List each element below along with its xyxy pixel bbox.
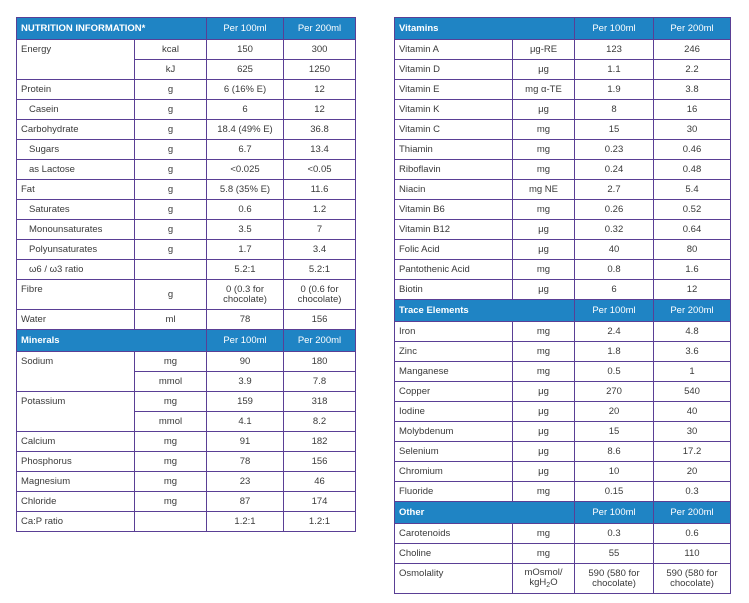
row-value-100ml: 5.8 (35% E): [207, 180, 284, 200]
nutrition-header-row: [17, 18, 356, 40]
row-value-100ml: 0.3: [575, 524, 654, 544]
row-value-100ml: 4.1: [207, 412, 284, 432]
table-row: [17, 260, 356, 280]
table-row: [395, 544, 731, 564]
row-value-100ml: 0.32: [575, 220, 654, 240]
row-value-100ml: 3.5: [207, 220, 284, 240]
table-row: [17, 140, 356, 160]
row-label: Manganese: [395, 362, 513, 382]
row-value-200ml: 12: [654, 280, 731, 300]
minerals-header-title: Minerals: [17, 330, 207, 352]
row-value-100ml: 55: [575, 544, 654, 564]
row-label: ω6 / ω3 ratio: [17, 260, 135, 280]
unit-main: mOsmol/: [524, 567, 563, 578]
row-value-200ml: 110: [654, 544, 731, 564]
row-label: Riboflavin: [395, 160, 513, 180]
minerals-header-row: [17, 330, 356, 352]
row-label: Folic Acid: [395, 240, 513, 260]
row-value-200ml: 40: [654, 402, 731, 422]
table-row: [395, 382, 731, 402]
row-unit: g: [135, 80, 207, 100]
row-value-100ml: 123: [575, 40, 654, 60]
row-value-100ml: 0.23: [575, 140, 654, 160]
row-value-200ml: 20: [654, 462, 731, 482]
row-value-200ml: 1.2: [284, 200, 356, 220]
row-label: Vitamin E: [395, 80, 513, 100]
row-unit: mg: [513, 482, 575, 502]
row-value-100ml: 3.9: [207, 372, 284, 392]
row-label: Pantothenic Acid: [395, 260, 513, 280]
row-unit: mg: [135, 392, 207, 412]
row-value-200ml: 156: [284, 452, 356, 472]
row-unit: mg NE: [513, 180, 575, 200]
row-label: Copper: [395, 382, 513, 402]
row-label: Polyunsaturates: [17, 240, 135, 260]
row-value-100ml: 0.26: [575, 200, 654, 220]
row-unit: μg: [513, 240, 575, 260]
row-value-200ml: 156: [284, 310, 356, 330]
row-value-200ml: 80: [654, 240, 731, 260]
row-value-100ml: 1.1: [575, 60, 654, 80]
unit-kg: kgH: [529, 577, 547, 588]
table-row: [17, 100, 356, 120]
right-nutrition-table: [394, 17, 731, 594]
row-value-200ml: 0.52: [654, 200, 731, 220]
row-value-100ml: 20: [575, 402, 654, 422]
row-value-100ml: 91: [207, 432, 284, 452]
row-label: Choline: [395, 544, 513, 564]
vitamins-header-col1: Per 100ml: [575, 18, 654, 40]
row-label: as Lactose: [17, 160, 135, 180]
row-label: Iron: [395, 322, 513, 342]
row-value-200ml: 1: [654, 362, 731, 382]
table-row: [17, 352, 356, 372]
row-label: Thiamin: [395, 140, 513, 160]
table-row: [17, 220, 356, 240]
row-unit: mg: [513, 342, 575, 362]
table-row: [17, 392, 356, 412]
nutrition-header-title: NUTRITION INFORMATION*: [17, 18, 207, 40]
row-label: Chloride: [17, 492, 135, 512]
row-label: Monounsaturates: [17, 220, 135, 240]
trace-header-col1: Per 100ml: [575, 300, 654, 322]
row-unit: g: [135, 240, 207, 260]
row-value-100ml: 159: [207, 392, 284, 412]
row-unit: mg: [513, 160, 575, 180]
row-value-100ml: 23: [207, 472, 284, 492]
table-row: [17, 40, 356, 60]
row-label: Water: [17, 310, 135, 330]
row-unit: kcal: [135, 40, 207, 60]
row-label: Fluoride: [395, 482, 513, 502]
table-row: [395, 160, 731, 180]
row-value-200ml: 7.8: [284, 372, 356, 392]
row-unit: g: [135, 180, 207, 200]
row-unit: mmol: [135, 412, 207, 432]
table-row: [395, 40, 731, 60]
row-value-200ml: 300: [284, 40, 356, 60]
row-label: Zinc: [395, 342, 513, 362]
row-label: Vitamin D: [395, 60, 513, 80]
row-value-200ml: 246: [654, 40, 731, 60]
row-unit: μg-RE: [513, 40, 575, 60]
table-row: [17, 432, 356, 452]
row-unit: μg: [513, 462, 575, 482]
row-unit: mg: [135, 492, 207, 512]
row-label: Osmolality: [395, 564, 513, 594]
row-label: Chromium: [395, 462, 513, 482]
minerals-header-col1: Per 100ml: [207, 330, 284, 352]
row-unit: mg: [135, 472, 207, 492]
row-value-200ml: 0.48: [654, 160, 731, 180]
table-row: [395, 322, 731, 342]
row-value-100ml: 15: [575, 422, 654, 442]
table-row: [395, 362, 731, 382]
row-value-100ml: 0.6: [207, 200, 284, 220]
row-unit: μg: [513, 382, 575, 402]
row-value-100ml: 6: [207, 100, 284, 120]
row-value-200ml: 3.4: [284, 240, 356, 260]
table-row: [395, 280, 731, 300]
vitamins-header-title: Vitamins: [395, 18, 575, 40]
table-row: [395, 100, 731, 120]
row-value-200ml: 3.8: [654, 80, 731, 100]
unit-subscript: 2: [546, 582, 551, 589]
row-unit: mg: [135, 352, 207, 372]
trace-header-col2: Per 200ml: [654, 300, 731, 322]
row-value-100ml: 6.7: [207, 140, 284, 160]
row-value-200ml: 590 (580 for chocolate): [654, 564, 731, 594]
row-value-100ml: 0.8: [575, 260, 654, 280]
row-label: Sugars: [17, 140, 135, 160]
row-value-200ml: 16: [654, 100, 731, 120]
row-label: Vitamin K: [395, 100, 513, 120]
row-unit: mmol: [135, 372, 207, 392]
table-row: [17, 80, 356, 100]
row-label: Iodine: [395, 402, 513, 422]
row-value-100ml: 590 (580 for chocolate): [575, 564, 654, 594]
table-row: [17, 200, 356, 220]
row-unit: mg: [513, 524, 575, 544]
table-row: [395, 524, 731, 544]
row-unit: ml: [135, 310, 207, 330]
minerals-header-col2: Per 200ml: [284, 330, 356, 352]
row-value-200ml: 4.8: [654, 322, 731, 342]
row-value-100ml: 150: [207, 40, 284, 60]
table-row: [395, 442, 731, 462]
row-label: Fibre: [17, 280, 135, 310]
row-value-200ml: 11.6: [284, 180, 356, 200]
row-value-100ml: 18.4 (49% E): [207, 120, 284, 140]
row-unit: mg: [513, 322, 575, 342]
row-unit: μg: [513, 422, 575, 442]
table-row: [395, 260, 731, 280]
table-row: [17, 280, 356, 310]
row-label: Casein: [17, 100, 135, 120]
row-label: Molybdenum: [395, 422, 513, 442]
other-header-title: Other: [395, 502, 575, 524]
row-unit: g: [135, 120, 207, 140]
row-value-200ml: 36.8: [284, 120, 356, 140]
row-label: Selenium: [395, 442, 513, 462]
row-label: Magnesium: [17, 472, 135, 492]
row-unit: g: [135, 100, 207, 120]
table-row: [395, 342, 731, 362]
row-value-100ml: 1.8: [575, 342, 654, 362]
row-unit: mg: [513, 120, 575, 140]
row-value-200ml: 12: [284, 100, 356, 120]
row-value-100ml: 78: [207, 310, 284, 330]
row-value-200ml: 8.2: [284, 412, 356, 432]
table-row: [17, 492, 356, 512]
row-value-100ml: 40: [575, 240, 654, 260]
row-unit: μg: [513, 402, 575, 422]
other-header-col2: Per 200ml: [654, 502, 731, 524]
row-unit: g: [135, 140, 207, 160]
row-label: Carbohydrate: [17, 120, 135, 140]
row-value-200ml: 0.64: [654, 220, 731, 240]
row-unit: mg: [513, 140, 575, 160]
row-value-100ml: 8: [575, 100, 654, 120]
table-row: [395, 80, 731, 100]
trace-header-title: Trace Elements: [395, 300, 575, 322]
vitamins-header-col2: Per 200ml: [654, 18, 731, 40]
table-row: [395, 462, 731, 482]
row-value-200ml: 12: [284, 80, 356, 100]
row-value-100ml: 0 (0.3 for chocolate): [207, 280, 284, 310]
row-value-200ml: <0.05: [284, 160, 356, 180]
row-value-200ml: 1.2:1: [284, 512, 356, 532]
row-unit: μg: [513, 280, 575, 300]
row-label: Vitamin C: [395, 120, 513, 140]
unit-end: O: [550, 577, 558, 588]
left-nutrition-table: [16, 17, 356, 532]
row-value-100ml: 15: [575, 120, 654, 140]
row-unit: [135, 512, 207, 532]
row-value-200ml: 46: [284, 472, 356, 492]
nutrition-header-col1: Per 100ml: [207, 18, 284, 40]
row-unit: μg: [513, 220, 575, 240]
row-label: Vitamin B12: [395, 220, 513, 240]
row-unit: g: [135, 160, 207, 180]
trace-header-row: [395, 300, 731, 322]
row-unit: mg: [513, 260, 575, 280]
row-unit: [135, 260, 207, 280]
row-label: Saturates: [17, 200, 135, 220]
row-value-100ml: 1.7: [207, 240, 284, 260]
table-row: [395, 564, 731, 594]
table-row: [395, 60, 731, 80]
row-unit: g: [135, 280, 207, 310]
row-unit: mg: [513, 544, 575, 564]
row-value-200ml: 318: [284, 392, 356, 412]
row-value-200ml: 0.46: [654, 140, 731, 160]
table-row: [395, 180, 731, 200]
row-value-100ml: 1.2:1: [207, 512, 284, 532]
other-header-row: [395, 502, 731, 524]
row-value-100ml: 0.5: [575, 362, 654, 382]
row-value-200ml: 182: [284, 432, 356, 452]
row-value-200ml: 5.4: [654, 180, 731, 200]
row-value-100ml: 90: [207, 352, 284, 372]
row-value-100ml: 6 (16% E): [207, 80, 284, 100]
table-row: [17, 310, 356, 330]
row-value-200ml: 540: [654, 382, 731, 402]
row-unit: mg α-TE: [513, 80, 575, 100]
row-unit: g: [135, 200, 207, 220]
row-unit: mg: [513, 362, 575, 382]
row-label: Sodium: [17, 352, 135, 392]
row-unit: μg: [513, 100, 575, 120]
row-value-200ml: 7: [284, 220, 356, 240]
vitamins-header-row: [395, 18, 731, 40]
row-value-200ml: 3.6: [654, 342, 731, 362]
row-value-100ml: 6: [575, 280, 654, 300]
row-value-100ml: 270: [575, 382, 654, 402]
table-row: [17, 472, 356, 492]
row-label: Vitamin B6: [395, 200, 513, 220]
row-label: Niacin: [395, 180, 513, 200]
row-unit: kJ: [135, 60, 207, 80]
row-unit: mg: [135, 452, 207, 472]
table-row: [395, 140, 731, 160]
row-label: Fat: [17, 180, 135, 200]
row-value-100ml: 0.24: [575, 160, 654, 180]
row-value-100ml: 87: [207, 492, 284, 512]
row-value-200ml: 1250: [284, 60, 356, 80]
row-value-200ml: 180: [284, 352, 356, 372]
table-row: [17, 180, 356, 200]
table-row: [17, 240, 356, 260]
row-value-100ml: 8.6: [575, 442, 654, 462]
row-value-200ml: 0.6: [654, 524, 731, 544]
row-value-200ml: 30: [654, 120, 731, 140]
other-header-col1: Per 100ml: [575, 502, 654, 524]
row-unit: μg: [513, 60, 575, 80]
row-value-200ml: 1.6: [654, 260, 731, 280]
row-label: Biotin: [395, 280, 513, 300]
row-value-100ml: 2.4: [575, 322, 654, 342]
row-label: Carotenoids: [395, 524, 513, 544]
table-row: [17, 120, 356, 140]
row-unit: mg: [513, 200, 575, 220]
table-row: [395, 482, 731, 502]
row-label: Energy: [17, 40, 135, 80]
row-value-200ml: 13.4: [284, 140, 356, 160]
row-label: Protein: [17, 80, 135, 100]
row-value-200ml: 2.2: [654, 60, 731, 80]
table-row: [17, 452, 356, 472]
row-label: Calcium: [17, 432, 135, 452]
row-value-200ml: 17.2: [654, 442, 731, 462]
row-value-100ml: 1.9: [575, 80, 654, 100]
row-value-100ml: 2.7: [575, 180, 654, 200]
table-row: [395, 200, 731, 220]
row-value-100ml: 10: [575, 462, 654, 482]
row-value-200ml: 5.2:1: [284, 260, 356, 280]
table-row: [395, 402, 731, 422]
row-label: Vitamin A: [395, 40, 513, 60]
table-row: [395, 240, 731, 260]
row-label: Potassium: [17, 392, 135, 432]
table-row: [395, 120, 731, 140]
row-value-100ml: 78: [207, 452, 284, 472]
row-value-200ml: 0.3: [654, 482, 731, 502]
table-row: [395, 220, 731, 240]
row-value-200ml: 174: [284, 492, 356, 512]
row-unit: g: [135, 220, 207, 240]
table-row: [17, 512, 356, 532]
row-value-100ml: 625: [207, 60, 284, 80]
row-unit: mg: [135, 432, 207, 452]
table-row: [17, 160, 356, 180]
row-value-100ml: <0.025: [207, 160, 284, 180]
row-label: Phosphorus: [17, 452, 135, 472]
row-label: Ca:P ratio: [17, 512, 135, 532]
row-value-100ml: 0.15: [575, 482, 654, 502]
row-value-200ml: 0 (0.6 for chocolate): [284, 280, 356, 310]
row-value-200ml: 30: [654, 422, 731, 442]
nutrition-header-col2: Per 200ml: [284, 18, 356, 40]
row-value-100ml: 5.2:1: [207, 260, 284, 280]
table-row: [395, 422, 731, 442]
row-unit: [513, 564, 575, 594]
row-unit: μg: [513, 442, 575, 462]
